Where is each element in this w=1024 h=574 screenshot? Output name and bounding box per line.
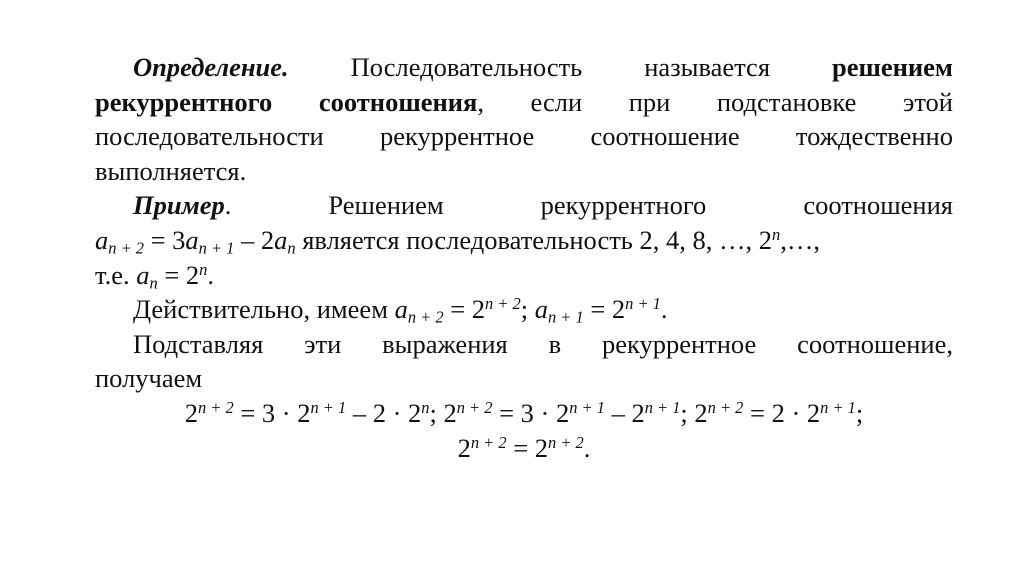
math-text: – 2 (234, 224, 275, 255)
math-superscript: n + 2 (470, 432, 507, 452)
math-subscript: n (149, 273, 158, 293)
example-word: Решением (328, 190, 444, 221)
substituting-word: соотношение, (797, 328, 953, 359)
substituting-word: эти (304, 328, 342, 359)
substituting-word: получаем (95, 363, 203, 394)
definition-word: этой (902, 86, 953, 117)
math-superscript: n + 1 (820, 397, 856, 417)
math-subscript: n + 1 (547, 307, 584, 327)
math-text: . (583, 432, 591, 463)
example-text: т.е. (95, 259, 137, 290)
example-label: Пример (133, 190, 225, 221)
math-var-a: a (394, 294, 408, 325)
math-text: ; 2 (680, 397, 708, 428)
math-text: 2 (457, 432, 471, 463)
math-var-a: a (185, 224, 199, 255)
definition-word: при (628, 86, 671, 117)
math-text: – 2 (604, 397, 645, 428)
example-text: ,…, (780, 224, 820, 255)
definition-line-1 (95, 50, 953, 85)
math-superscript: n + 2 (548, 432, 584, 452)
definition-word: соотношение (590, 121, 740, 152)
math-var-a: a (136, 259, 150, 290)
substituting-word: выражения (382, 328, 508, 359)
definition-word: рекуррентное (379, 121, 535, 152)
substituting-word: Подставляя (133, 328, 264, 359)
definition-line-2 (95, 85, 953, 120)
example-label-group (133, 188, 231, 223)
math-text: = 2 · 2 (743, 397, 821, 428)
definition-comma: , (477, 86, 484, 117)
math-subscript: n + 2 (407, 307, 444, 327)
math-subscript: n (287, 238, 296, 258)
definition-word: выполняется. (95, 155, 247, 186)
math-text: = 3 (143, 224, 186, 255)
definition-line-3 (95, 119, 953, 154)
example-line-3 (95, 258, 953, 293)
definition-word: называется (644, 52, 771, 82)
math-text: ; 2 (429, 397, 457, 428)
math-superscript: n + 2 (485, 294, 521, 314)
definition-bold-word: рекуррентного (95, 86, 273, 117)
example-label-dot: . (224, 190, 232, 221)
example-line-1 (95, 188, 953, 223)
definition-word: последовательности (95, 121, 324, 152)
example-text: является последовательность 2, 4, 8, …, 2 (302, 224, 773, 255)
math-text: = 3 · 2 (492, 397, 570, 428)
math-superscript: n + 1 (644, 397, 681, 417)
math-superscript: n (199, 259, 208, 279)
example-word: соотношения (803, 190, 953, 221)
math-superscript: n + 1 (310, 397, 347, 417)
definition-bold-word: соотношения (318, 86, 478, 117)
definition-word: Последовательность (350, 52, 583, 82)
math-superscript: n (421, 397, 430, 417)
example-word: рекуррентного (540, 190, 707, 221)
substituting-line-2 (95, 361, 953, 396)
math-text: . (660, 294, 668, 325)
math-text: = 2 (157, 259, 200, 290)
indeed-text: Действительно, имеем (133, 294, 395, 325)
math-superscript: n + 2 (707, 397, 744, 417)
math-text: ; (520, 294, 535, 325)
math-superscript: n + 2 (456, 397, 493, 417)
math-text: . (207, 259, 214, 290)
substituting-line-1 (95, 327, 953, 362)
math-var-a: a (95, 224, 109, 255)
math-superscript: n + 1 (625, 294, 661, 314)
math-var-a: a (274, 224, 288, 255)
math-text: = 2 (583, 294, 626, 325)
definition-bold-word: решением (832, 52, 953, 82)
math-superscript: n + 2 (197, 397, 234, 417)
math-var-a: a (534, 294, 548, 325)
slide-content (95, 50, 953, 465)
definition-label: Определение. (133, 52, 289, 82)
definition-line-4 (95, 154, 953, 189)
definition-word: тождественно (795, 121, 953, 152)
math-text: = 2 (506, 432, 549, 463)
math-text: = 2 (443, 294, 486, 325)
indeed-line (95, 292, 953, 327)
math-superscript: n (772, 224, 781, 244)
definition-word: если (530, 86, 583, 117)
definition-bold-phrase (95, 85, 272, 120)
math-superscript: n + 1 (569, 397, 605, 417)
math-text: = 3 · 2 (233, 397, 311, 428)
example-line-2 (95, 223, 953, 258)
math-text: – 2 · 2 (346, 397, 422, 428)
math-text: 2 (184, 397, 198, 428)
substituting-word: в (548, 328, 562, 359)
formula-line-1 (95, 396, 953, 431)
math-text: ; (855, 397, 864, 428)
math-subscript: n + 1 (198, 238, 235, 258)
formula-line-2 (95, 431, 953, 466)
math-subscript: n + 2 (108, 238, 144, 258)
substituting-word: рекуррентное (601, 328, 757, 359)
definition-word: подстановке (716, 86, 857, 117)
definition-bold-phrase (319, 85, 484, 120)
